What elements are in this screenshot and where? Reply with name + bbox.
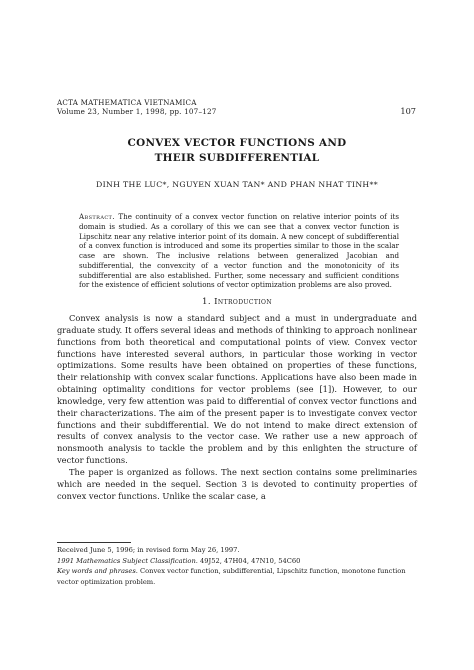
section-heading	[0, 297, 474, 307]
title-line-1: CONVEX VECTOR FUNCTIONS AND	[127, 137, 347, 149]
body-text	[57, 313, 417, 503]
msc-label: 1991 Mathematics Subject Classification.	[57, 556, 198, 565]
msc-note	[57, 556, 419, 567]
footnote-divider	[57, 542, 131, 543]
journal-volume: Volume 23, Number 1, 1998, pp. 107–127	[57, 107, 217, 116]
title-line-2: THEIR SUBDIFFERENTIAL	[154, 152, 320, 164]
author-list: DINH THE LUC*, NGUYEN XUAN TAN* AND PHAN NHAT TINH**	[96, 180, 378, 189]
footnotes	[57, 545, 419, 587]
keywords-note	[57, 566, 419, 587]
msc-value: 49J52, 47H04, 47N10, 54C60	[200, 556, 301, 565]
paper-title	[0, 136, 474, 166]
journal-header	[57, 98, 217, 116]
body-paragraph: Convex analysis is now a standard subject and a must in undergraduate and graduate study. It offers several ideas and methods of thinking to approach nonlinear functions from both theoretical and computational points of view. Convex vector functions have interested several authors, in particular those working in vector optimizations. Some results have been obtained on properties of these functions, their relationship with convex scalar functions. Applications have also been made in obtaining optimality conditions for vector problems (see [1]). However, to our knowledge, very few attention was paid to differential of convex vector functions and their characterizations. The aim of the present paper is to investigate convex vector functions and their subdifferential. We do not intend to make direct extension of results of convex analysis to the vector case. We rather use a new approach of nonsmooth analysis to tackle the problem and by this enlighten the structure of vector functions.	[57, 313, 417, 466]
section-title: Introduction	[214, 297, 273, 307]
section-number: 1.	[201, 297, 211, 307]
abstract	[79, 212, 399, 290]
received-note: Received June 5, 1996; in revised form May 26, 1997.	[57, 546, 240, 554]
page-number: 107	[400, 106, 416, 116]
keywords-label: Key words and phrases.	[57, 567, 138, 575]
keywords-value: Convex vector function, subdifferential, Lipschitz function, monotone function vector optimization problem.	[57, 567, 406, 586]
body-paragraph: The paper is organized as follows. The next section contains some preliminaries which are needed in the sequel. Section 3 is devoted to continuity properties of convex vector functions. Unlike the scalar case, a	[57, 466, 417, 501]
journal-name: ACTA MATHEMATICA VIETNAMICA	[57, 98, 197, 107]
abstract-text: The continuity of a convex vector function on relative interior points of its domain is studied. As a corollary of this we can see that a convex vector function is Lipschitz near any relative interior point of its domain. A new concept of subdifferential of a convex function is introduced and some its properties similar to those in the scalar case are shown. The inclusive relations between generalized Jacobian and subdifferential, the convexcity of a vector function and the monotonicity of its subdifferential are also established. Further, some necessary and sufficient conditions for the existence of efficient solutions of vector optimization problems are also proved.	[79, 212, 399, 290]
abstract-label: Abstract.	[79, 212, 115, 221]
